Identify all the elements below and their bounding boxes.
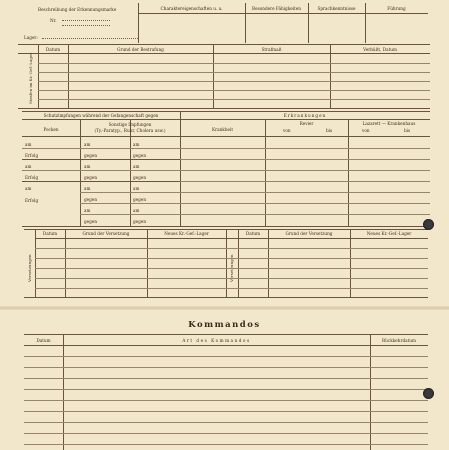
kommandos-top-line: [24, 334, 428, 335]
erkr-lazarett-von: von: [362, 128, 370, 133]
header-erkennungsmarke-label: Beschreibung der Erkennungsmarke: [38, 7, 117, 12]
impf-cell: am: [25, 186, 32, 191]
kommandos-title: Kommandos: [188, 320, 261, 330]
versetz-col-grund-left: Grund der Versetzung: [82, 231, 130, 236]
erkr-header-line: [180, 136, 430, 137]
impf-cell: am: [84, 164, 91, 169]
strafen-col-datum: Datum: [45, 47, 61, 52]
versetz-col-datum-right: Datum: [245, 231, 261, 236]
impf-cell: gegen: [84, 197, 98, 202]
strafen-row-line: [38, 81, 430, 82]
impf-cell: am: [25, 164, 32, 169]
erkr-col-krankheit: Krankheit: [211, 127, 234, 132]
punch-hole: [423, 219, 434, 230]
impf-row-line: [80, 192, 430, 193]
kommandos-row-line: [24, 433, 428, 434]
strafen-top-line: [18, 44, 430, 45]
versetz-bottom-line: [24, 297, 428, 298]
impf-cell: Erfolg: [25, 198, 39, 203]
versetz-col-div: [268, 229, 269, 297]
kommandos-header-line: [24, 345, 428, 346]
strafen-col-grund: Grund der Bestrafung: [117, 47, 164, 52]
strafen-row-line: [38, 72, 430, 73]
impf-cell: Erfolg: [25, 153, 39, 158]
versetz-col-grund-right: Grund der Versetzung: [285, 231, 333, 236]
versetz-row-line: [35, 278, 428, 279]
punch-hole: [423, 388, 434, 399]
kommandos-col-art: Art des Kommandos: [182, 338, 251, 343]
impf-cell: am: [133, 164, 140, 169]
header-faehigkeiten-label: Besondere Fähigkeiten: [252, 6, 301, 11]
impf-cell: gegen: [133, 175, 147, 180]
versetz-col-lager-left: Neues Kr.-Gef.-Lager: [164, 231, 209, 236]
impf-cell: am: [133, 186, 140, 191]
erkrankungen-title: Erkrankungen: [283, 113, 327, 118]
erkr-row-line: [180, 159, 430, 160]
kommandos-row-line: [24, 367, 428, 368]
impf-cell: am: [84, 142, 91, 147]
erkr-revier-von: von: [283, 128, 291, 133]
impf-col-pocken: Pocken: [43, 127, 59, 132]
impf-title: Schutzimpfungen während der Gefangenschaft gegen: [43, 113, 159, 118]
strafen-row-line: [38, 63, 430, 64]
impf-top-line: [22, 111, 430, 112]
header-charakter-label: Charaktereigenschaften u. a.: [160, 6, 223, 11]
erkr-lazarett-bis: bis: [404, 128, 411, 133]
header-lager-label: Lager:: [24, 35, 38, 40]
impf-cell: am: [133, 208, 140, 213]
kommandos-col-datum: Datum: [36, 338, 51, 343]
impf-cell: gegen: [84, 219, 98, 224]
kommandos-row-line: [24, 356, 428, 357]
paper-fold: [0, 306, 449, 310]
impf-header-line: [22, 136, 180, 137]
impf-cell: gegen: [133, 153, 147, 158]
versetz-side-label-right: Versetzungen: [229, 254, 234, 282]
versetz-left-side-div: [35, 229, 36, 297]
kommandos-row-line: [24, 411, 428, 412]
impf-cell: am: [84, 208, 91, 213]
impf-cell: am: [133, 142, 140, 147]
versetz-col-div: [147, 229, 148, 297]
impf-cell: Erfolg: [25, 175, 39, 180]
lager-dotted-field[interactable]: [42, 35, 138, 39]
impf-row-line: [22, 181, 180, 182]
versetz-col-div: [350, 229, 351, 297]
impf-cell: am: [25, 142, 32, 147]
impf-cell: gegen: [133, 197, 147, 202]
impf-col-sonstige: Sonstige Impfungen: [108, 122, 152, 127]
versetz-col-datum-left: Datum: [42, 231, 58, 236]
strafen-side-label: Strafen im Kr.-Gef.-Lager: [28, 52, 33, 104]
strafen-row-line: [38, 99, 430, 100]
versetz-row-line: [35, 268, 428, 269]
versetz-col-lager-right: Neues Kr.-Gef.-Lager: [366, 231, 412, 236]
strafen-col-strafmass: Strafmaß: [261, 47, 282, 52]
impf-row-line: [80, 203, 430, 204]
versetz-header-line: [35, 238, 428, 239]
erkr-col-revier: Revier: [299, 121, 314, 126]
impf-cell: am: [84, 186, 91, 191]
kommandos-col-rueckkehr: Rückkehrdatum: [382, 338, 416, 343]
versetz-middle-div: [226, 229, 227, 297]
kommandos-row-line: [24, 444, 428, 445]
impf-cell: gegen: [84, 153, 98, 158]
versetz-right-side-div: [238, 229, 239, 297]
versetz-row-line: [35, 258, 428, 259]
kommandos-row-line: [24, 378, 428, 379]
strafen-col-verbuesst: Verbüßt, Datum: [363, 47, 397, 52]
impf-row-line: [22, 148, 430, 149]
erkr-col-lazarett: Lazarett — Krankenhaus: [362, 121, 416, 126]
impf-bottom-line: [22, 226, 430, 227]
strafen-bottom-line: [18, 108, 430, 109]
kommandos-row-line: [24, 400, 428, 401]
versetz-side-label-left: Versetzungen: [27, 254, 32, 282]
impf-title-line: [22, 119, 430, 120]
kommandos-row-line: [24, 389, 428, 390]
header-sprachkenntnisse-label: Sprachkenntnisse: [317, 6, 356, 11]
impf-cell: gegen: [133, 219, 147, 224]
nr-dotted-field-2[interactable]: [62, 22, 110, 26]
strafen-row-line: [38, 90, 430, 91]
versetz-col-div: [65, 229, 66, 297]
header-nr-label: Nr.: [50, 18, 57, 23]
impf-row-line: [22, 170, 430, 171]
kommandos-row-line: [24, 422, 428, 423]
header-sub-line: [138, 13, 428, 14]
impf-cell: gegen: [84, 175, 98, 180]
erkr-row-line: [180, 181, 430, 182]
header-fuehrung-label: Führung: [387, 6, 406, 11]
nr-dotted-field[interactable]: [62, 17, 110, 21]
erkr-revier-bis: bis: [326, 128, 333, 133]
versetz-row-line: [35, 288, 428, 289]
impf-row-line: [22, 159, 180, 160]
impf-row-line: [80, 214, 430, 215]
impf-col-sonstige-sub: (Ty.-Paratyp., Ruhr, Cholera usw.): [94, 128, 166, 133]
strafen-header-line: [18, 53, 430, 54]
versetz-row-line: [35, 248, 428, 249]
